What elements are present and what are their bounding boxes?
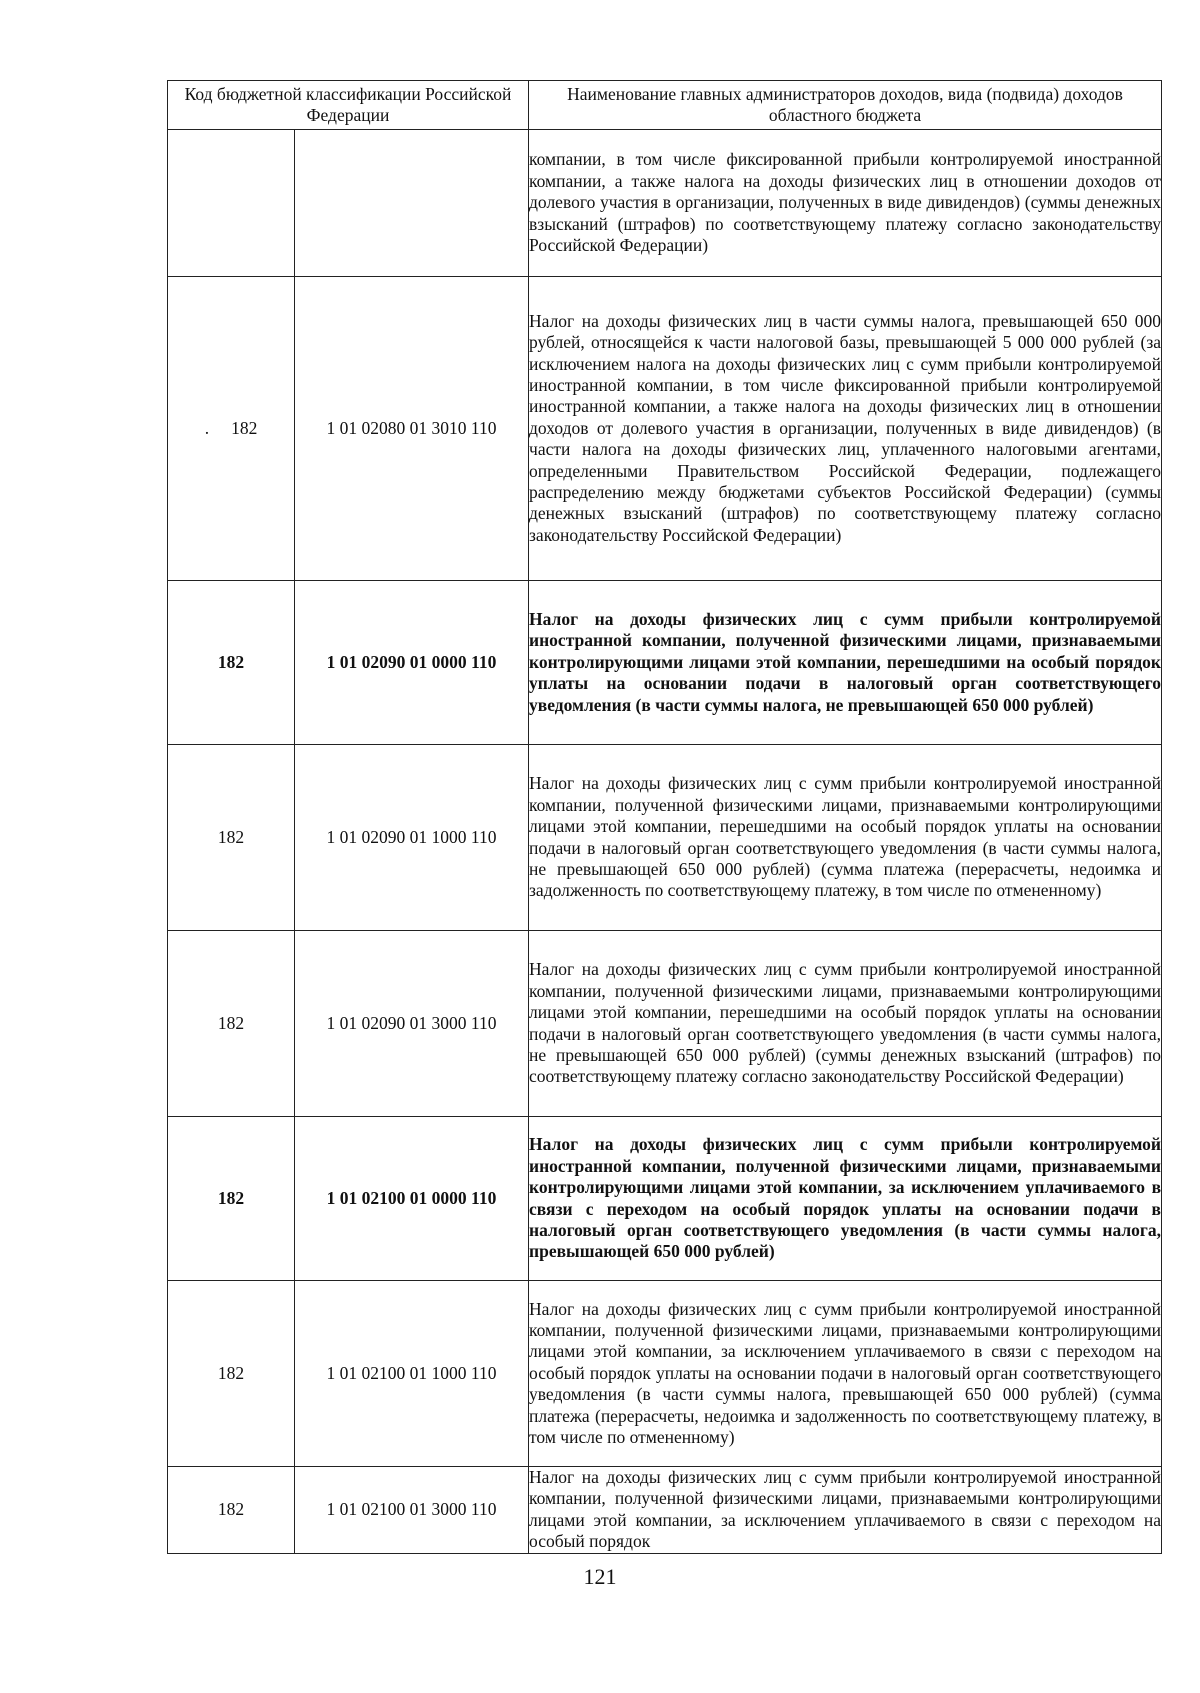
cell-admin: 182 bbox=[168, 745, 295, 931]
table-row bbox=[168, 1281, 1162, 1467]
cell-name: Налог на доходы физических лиц с сумм прибыли контролируемой иностранной компании, полученной физическими лицами, признаваемыми контролирующими лицами этой компании, за исключением уплачиваемого в связи с переходом на особый порядок bbox=[529, 1467, 1162, 1552]
table-row bbox=[168, 581, 1162, 745]
cell-admin: 182 bbox=[168, 931, 295, 1117]
cell-code: 1 01 02100 01 1000 110 bbox=[295, 1281, 529, 1467]
table-row bbox=[168, 1117, 1162, 1281]
cell-code: 1 01 02090 01 3000 110 bbox=[295, 931, 529, 1117]
table-row bbox=[168, 745, 1162, 931]
cell-admin: 182 bbox=[168, 1467, 295, 1554]
cell-name: компании, в том числе фиксированной прибыли контролируемой иностранной компании, а также налога на доходы физических лиц в отношении доходов от долевого участия в организации, полученных в виде дивидендов) (суммы денежных взысканий (штрафов) по соответствующему платежу согласно законодательству Российской Федерации) bbox=[529, 130, 1162, 277]
table-row bbox=[168, 1467, 1162, 1554]
table-row bbox=[168, 277, 1162, 581]
table-row bbox=[168, 931, 1162, 1117]
cell-code: 1 01 02100 01 0000 110 bbox=[295, 1117, 529, 1281]
cell-code: 1 01 02090 01 1000 110 bbox=[295, 745, 529, 931]
cell-name: Налог на доходы физических лиц с сумм прибыли контролируемой иностранной компании, полученной физическими лицами, признаваемыми контролирующими лицами этой компании, за исключением уплачиваемого в связи с переходом на особый порядок уплаты на основании подачи в налоговый орган соответствующего уведомления (в части суммы налога, превышающей 650 000 рублей) bbox=[529, 1117, 1162, 1281]
table-row bbox=[168, 130, 1162, 277]
table-header-row bbox=[168, 81, 1162, 130]
cell-code: 1 01 02080 01 3010 110 bbox=[295, 277, 529, 581]
cell-admin: 182 bbox=[231, 418, 258, 438]
cell-code: 1 01 02100 01 3000 110 bbox=[295, 1467, 529, 1554]
cell-admin-wrap bbox=[168, 277, 295, 581]
budget-classification-table bbox=[167, 80, 1162, 1554]
cell-admin: 182 bbox=[168, 581, 295, 745]
cell-name: Налог на доходы физических лиц с сумм прибыли контролируемой иностранной компании, полученной физическими лицами, признаваемыми контролирующими лицами этой компании, перешедшими на особый порядок уплаты на основании подачи в налоговый орган соответствующего уведомления (в части суммы налога, не превышающей 650 000 рублей) (суммы денежных взысканий (штрафов) по соответствующему платежу согласно законодательству Российской Федерации) bbox=[529, 931, 1162, 1117]
cell-name: Налог на доходы физических лиц в части суммы налога, превышающей 650 000 рублей, относящейся к части налоговой базы, превышающей 5 000 000 рублей (за исключением налога на доходы физических лиц с сумм прибыли контролируемой иностранной компании, в том числе фиксированной прибыли контролируемой иностранной компании, а также налога на доходы физических лиц в отношении доходов от долевого участия в организации, полученных в виде дивидендов) (в части налога на доходы физических лиц, уплаченного налоговыми агентами, определенными Правительством Российской Федерации, подлежащего распределению между бюджетами субъектов Российской Федерации) (суммы денежных взысканий (штрафов) по соответствующему платежу согласно законодательству Российской Федерации) bbox=[529, 277, 1162, 581]
header-name: Наименование главных администраторов доходов, вида (подвида) доходов областного бюджета bbox=[529, 81, 1162, 130]
cell-admin: 182 bbox=[168, 1117, 295, 1281]
cell-code: 1 01 02090 01 0000 110 bbox=[295, 581, 529, 745]
header-code-group: Код бюджетной классификации Российской Федерации bbox=[168, 81, 529, 130]
cell-code bbox=[295, 130, 529, 277]
cell-name: Налог на доходы физических лиц с сумм прибыли контролируемой иностранной компании, полученной физическими лицами, признаваемыми контролирующими лицами этой компании, за исключением уплачиваемого в связи с переходом на особый порядок уплаты на основании подачи в налоговый орган соответствующего уведомления (в части суммы налога, превышающей 650 000 рублей) (сумма платежа (перерасчеты, недоимка и задолженность по соответствующему платежу, в том числе по отмененному) bbox=[529, 1281, 1162, 1467]
page-number: 121 bbox=[583, 1564, 617, 1589]
cell-admin bbox=[168, 130, 295, 277]
scan-dot-mark: . bbox=[204, 418, 210, 438]
cell-name: Налог на доходы физических лиц с сумм прибыли контролируемой иностранной компании, полученной физическими лицами, признаваемыми контролирующими лицами этой компании, перешедшими на особый порядок уплаты на основании подачи в налоговый орган соответствующего уведомления (в части суммы налога, не превышающей 650 000 рублей) (сумма платежа (перерасчеты, недоимка и задолженность по соответствующему платежу, в том числе по отмененному) bbox=[529, 745, 1162, 931]
cell-name: Налог на доходы физических лиц с сумм прибыли контролируемой иностранной компании, полученной физическими лицами, признаваемыми контролирующими лицами этой компании, перешедшими на особый порядок уплаты на основании подачи в налоговый орган соответствующего уведомления (в части суммы налога, не превышающей 650 000 рублей) bbox=[529, 581, 1162, 745]
cell-admin: 182 bbox=[168, 1281, 295, 1467]
